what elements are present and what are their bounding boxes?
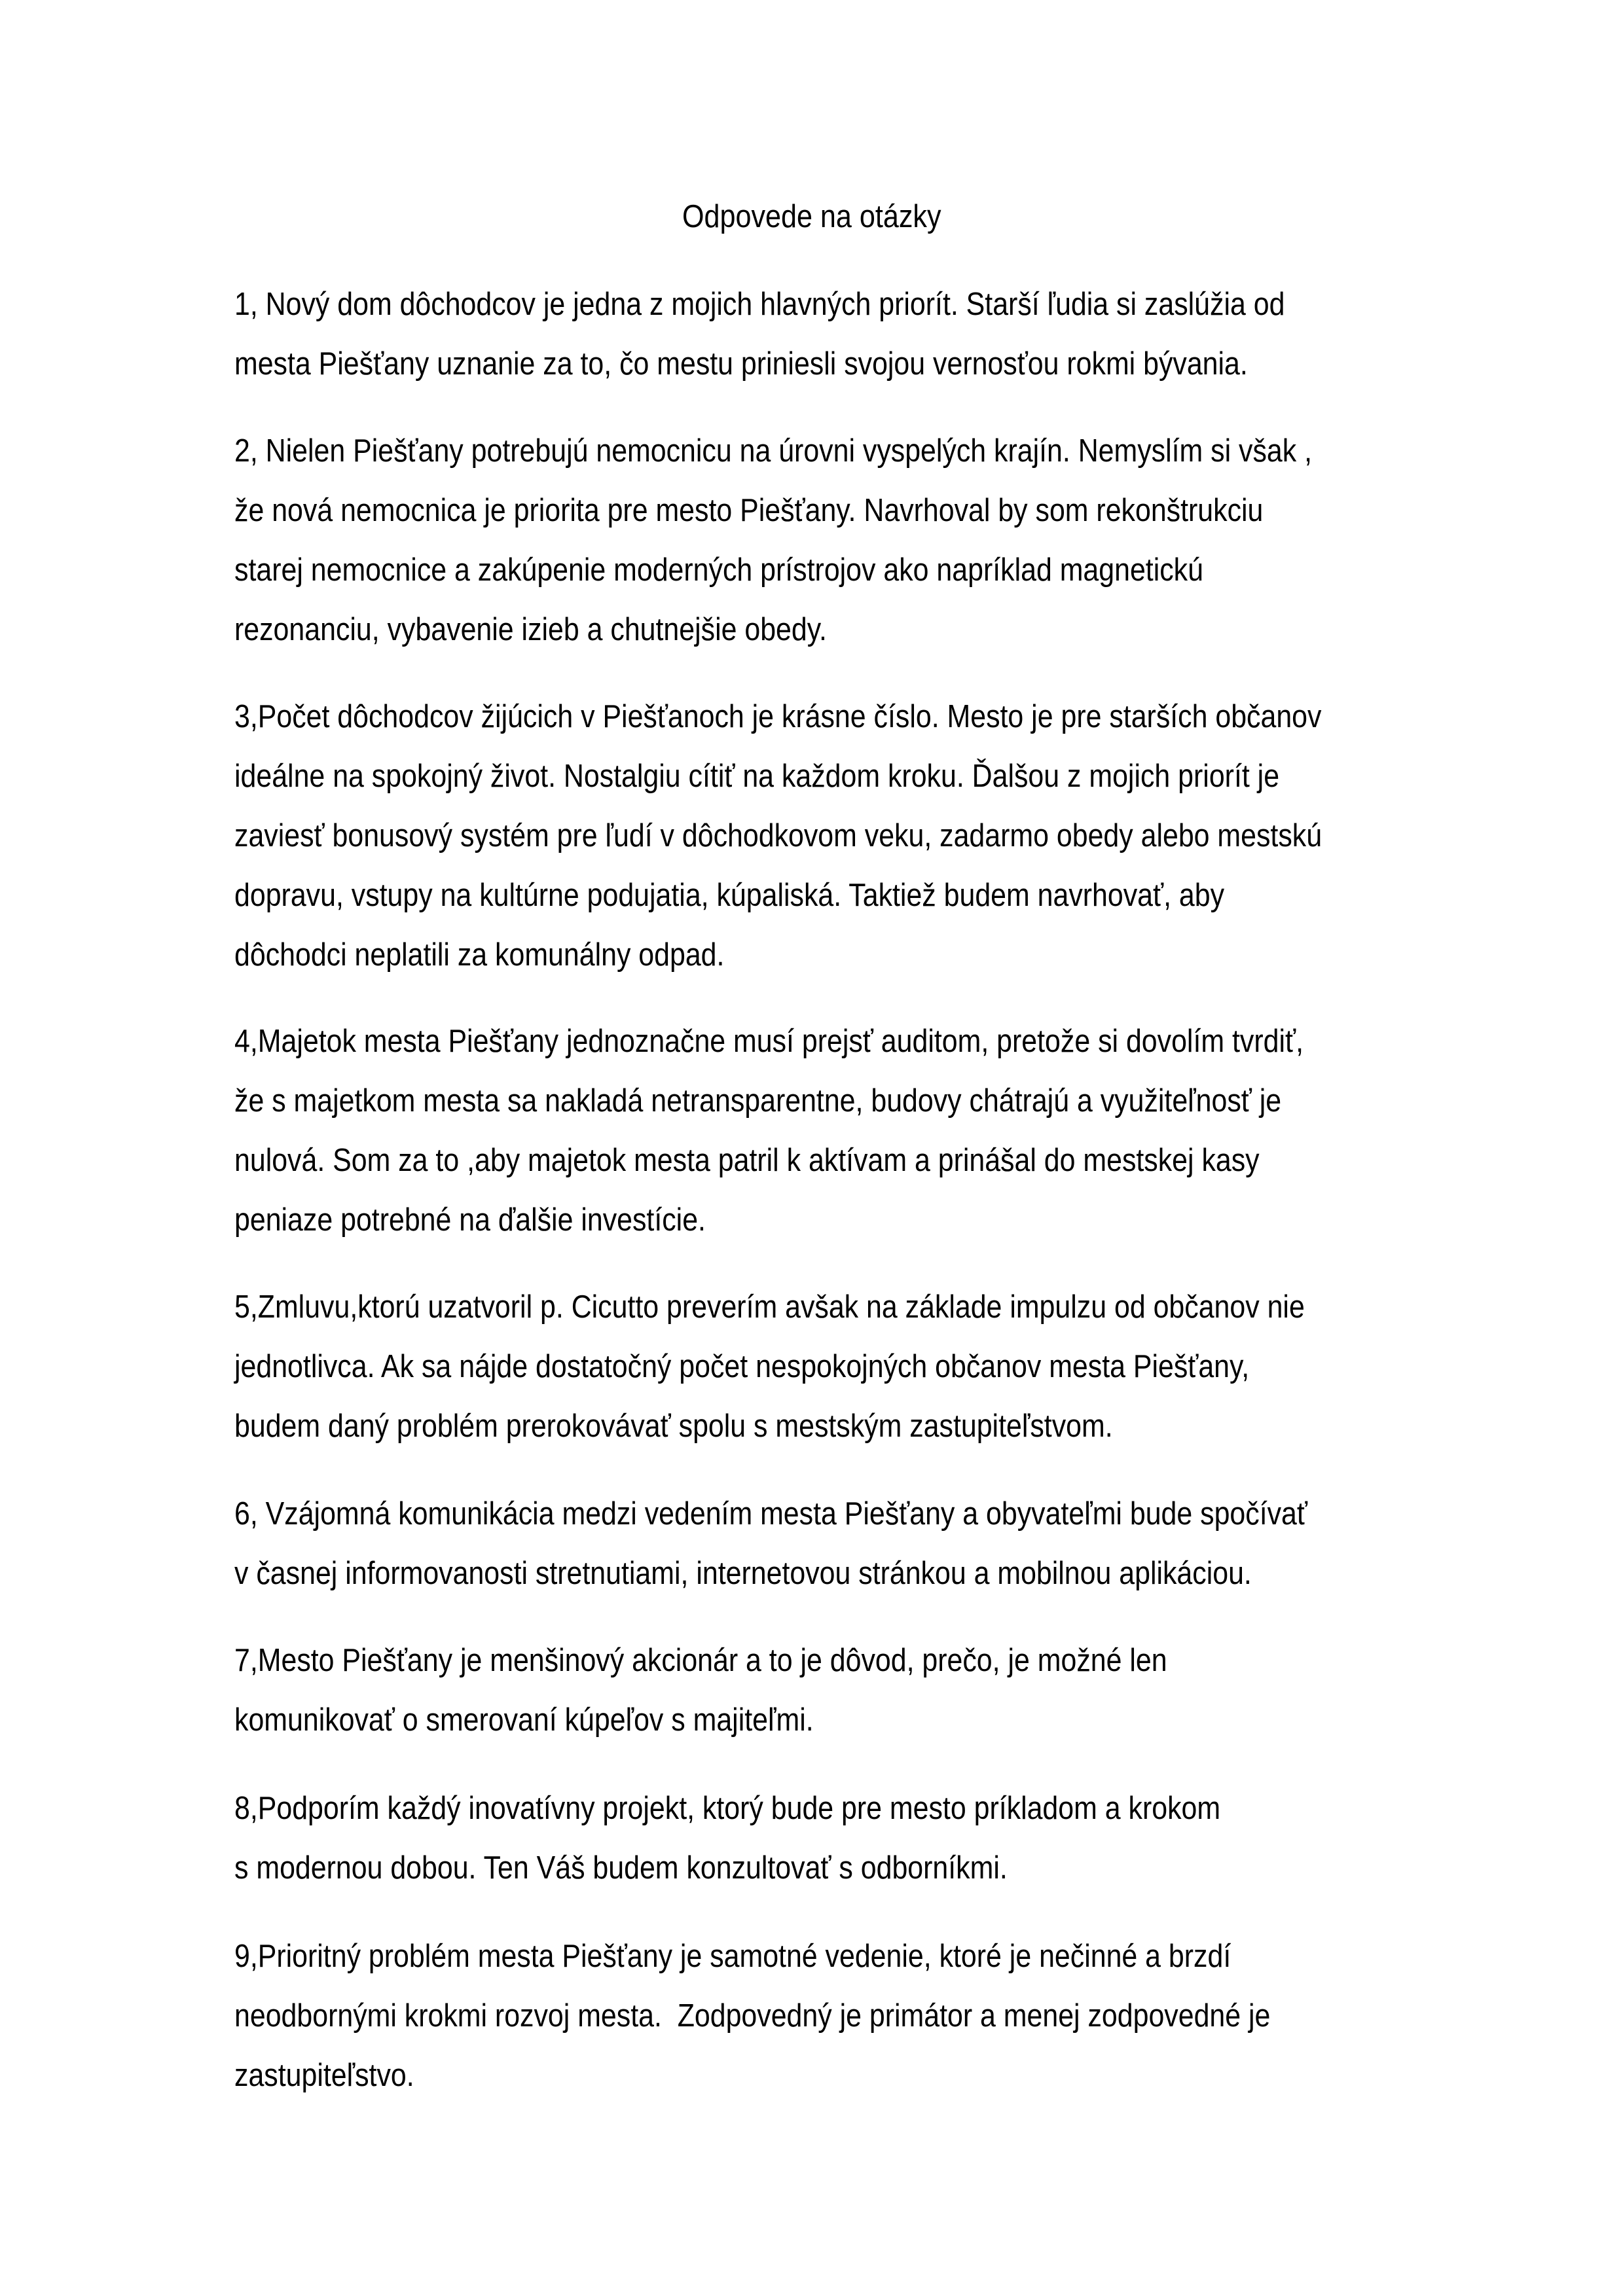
answer-1	[234, 281, 1435, 401]
document-title	[0, 194, 1623, 240]
answer-line: zaviesť bonusový systém pre ľudí v dôchodkovom veku, zadarmo obedy alebo mestskú	[234, 818, 1322, 853]
answer-line: dôchodci neplatili za komunálny odpad.	[234, 937, 725, 973]
answer-line: že s majetkom mesta sa nakladá netransparentne, budovy chátrajú a využiteľnosť je	[234, 1083, 1282, 1119]
answer-line: 5,Zmluvu,ktorú uzatvoril p. Cicutto preverím avšak na základe impulzu od občanov nie	[234, 1289, 1305, 1325]
answer-8	[234, 1785, 1361, 1905]
document-title-text: Odpovede na otázky	[682, 199, 941, 234]
answer-9	[234, 1933, 1418, 2112]
answer-line: peniaze potrebné na ďalšie investície.	[234, 1202, 706, 1238]
answer-line: komunikovať o smerovaní kúpeľov s majiteľmi.	[234, 1702, 814, 1738]
answer-line: budem daný problém prerokovávať spolu s mestským zastupiteľstvom.	[234, 1408, 1113, 1444]
answer-3	[234, 694, 1477, 992]
answer-line: mesta Piešťany uznanie za to, čo mestu priniesli svojou vernosťou rokmi bývania.	[234, 346, 1248, 382]
answer-line: neodbornými krokmi rozvoj mesta. Zodpovedný je primátor a menej zodpovedné je	[234, 1998, 1271, 2034]
answer-line: 1, Nový dom dôchodcov je jedna z mojich hlavných priorít. Starší ľudia si zaslúžia od	[234, 287, 1285, 322]
answer-line: nulová. Som za to ,aby majetok mesta patril k aktívam a prinášal do mestskej kasy	[234, 1143, 1260, 1178]
answer-line: 7,Mesto Piešťany je menšinový akcionár a to je dôvod, prečo, je možné len	[234, 1643, 1167, 1678]
answer-7	[234, 1638, 1300, 1757]
answer-6	[234, 1491, 1461, 1610]
answer-line: 8,Podporím každý inovatívny projekt, ktorý bude pre mesto príkladom a krokom	[234, 1791, 1221, 1826]
answer-5	[234, 1284, 1457, 1463]
answer-line: starej nemocnice a zakúpenie moderných prístrojov ako napríklad magnetickú	[234, 552, 1203, 588]
answer-line: zastupiteľstvo.	[234, 2058, 414, 2093]
answer-4	[234, 1018, 1456, 1257]
answer-line: 4,Majetok mesta Piešťany jednoznačne musí prejsť auditom, pretože si dovolím tvrdiť,	[234, 1024, 1304, 1059]
answer-line: 6, Vzájomná komunikácia medzi vedením mesta Piešťany a obyvateľmi bude spočívať	[234, 1496, 1307, 1532]
answer-line: že nová nemocnica je priorita pre mesto Piešťany. Navrhoval by som rekonštrukciu	[234, 493, 1264, 528]
answer-line: 9,Prioritný problém mesta Piešťany je samotné vedenie, ktoré je nečinné a brzdí	[234, 1939, 1231, 1974]
answer-line: rezonanciu, vybavenie izieb a chutnejšie obedy.	[234, 612, 827, 647]
answer-line: dopravu, vstupy na kultúrne podujatia, kúpaliská. Taktiež budem navrhovať, aby	[234, 878, 1225, 913]
answer-line: ideálne na spokojný život. Nostalgiu cítiť na každom kroku. Ďalšou z mojich priorít je	[234, 759, 1280, 794]
answer-line: 2, Nielen Piešťany potrebujú nemocnicu na úrovni vyspelých krajín. Nemyslím si však ,	[234, 433, 1313, 469]
answer-line: v časnej informovanosti stretnutiami, internetovou stránkou a mobilnou aplikáciou.	[234, 1556, 1252, 1591]
answer-2	[234, 428, 1466, 666]
answer-line: 3,Počet dôchodcov žijúcich v Piešťanoch je krásne číslo. Mesto je pre starších občanov	[234, 699, 1322, 734]
answer-line: s modernou dobou. Ten Váš budem konzultovať s odborníkmi.	[234, 1850, 1008, 1886]
answer-line: jednotlivca. Ak sa nájde dostatočný počet nespokojných občanov mesta Piešťany,	[234, 1349, 1250, 1384]
